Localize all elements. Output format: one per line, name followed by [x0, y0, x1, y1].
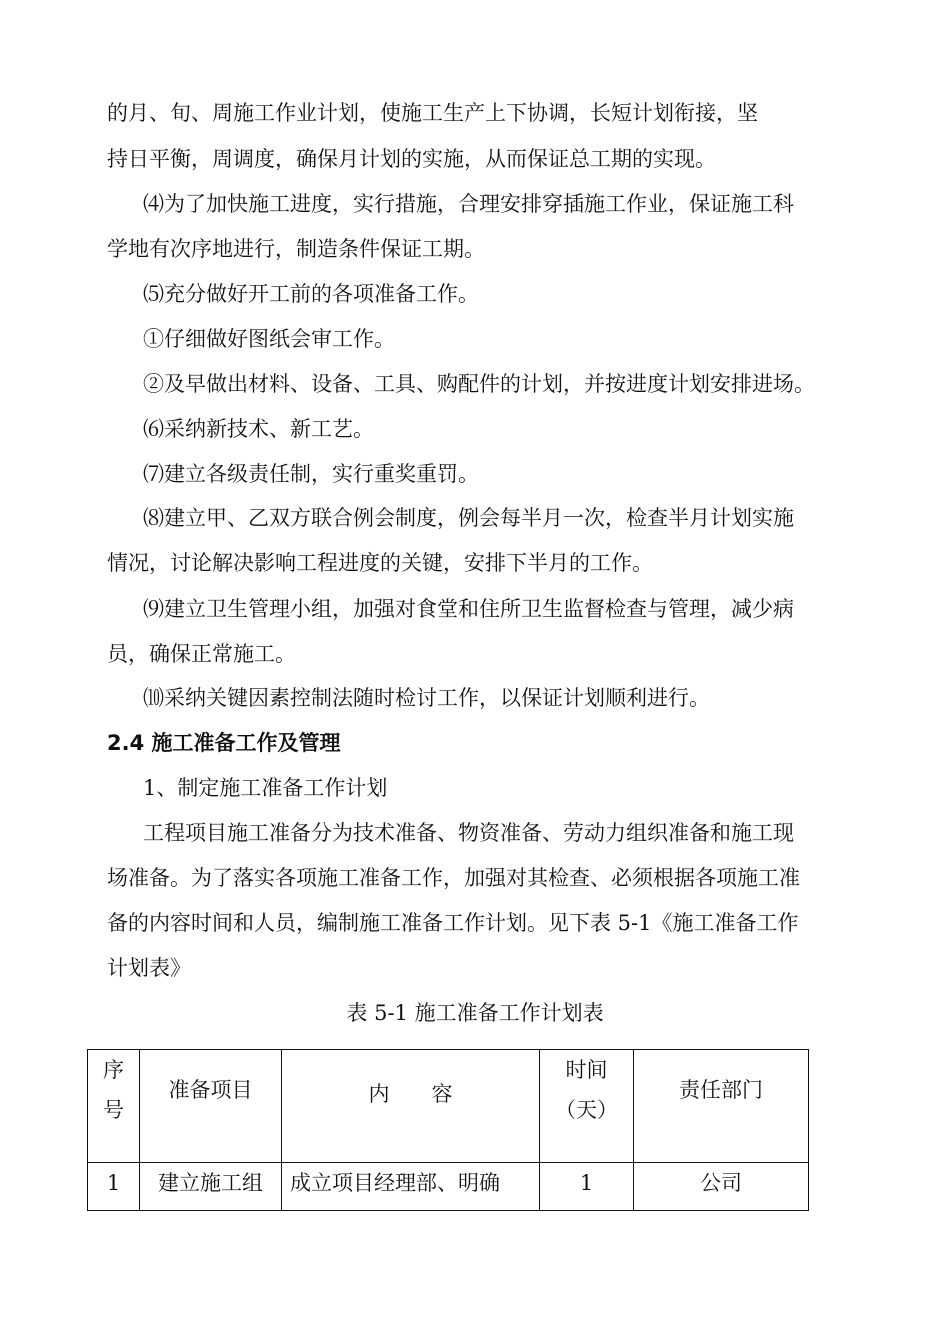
body-text-line: 场准备。为了落实各项施工准备工作，加强对其检查、必须根据各项施工准 [107, 866, 800, 890]
header-dept: 责任部门 [634, 1050, 809, 1163]
header-item: 准备项目 [140, 1050, 282, 1163]
header-content: 内 容 [282, 1050, 540, 1163]
body-text-line: ②及早做出材料、设备、工具、购配件的计划，并按进度计划安排进场。 [143, 372, 815, 396]
table-row [88, 1163, 809, 1211]
header-time [540, 1050, 634, 1163]
body-text-line: ⑼建立卫生管理小组，加强对食堂和住所卫生监督检查与管理，减少病 [143, 597, 794, 621]
body-text-line: ⑽采纳关键因素控制法随时检讨工作，以保证计划顺利进行。 [143, 686, 710, 710]
cell-no: 1 [88, 1163, 140, 1211]
cell-time: 1 [540, 1163, 634, 1211]
cell-content: 成立项目经理部、明确 [282, 1163, 540, 1211]
cell-dept: 公司 [634, 1163, 809, 1211]
table-caption: 表 5-1 施工准备工作计划表 [346, 1001, 604, 1025]
header-no-line1: 序 [103, 1058, 124, 1082]
header-no-line2: 号 [103, 1098, 124, 1122]
section-heading: 2.4 施工准备工作及管理 [107, 731, 341, 755]
body-text-line: ⑷为了加快施工进度，实行措施，合理安排穿插施工作业，保证施工科 [143, 192, 794, 216]
body-text-line: ①仔细做好图纸会审工作。 [143, 327, 395, 351]
body-text-line: 持日平衡，周调度，确保月计划的实施，从而保证总工期的实现。 [107, 147, 716, 171]
cell-item: 建立施工组 [140, 1163, 282, 1211]
preparation-plan-table [87, 1049, 809, 1211]
header-time-line2: （天） [555, 1098, 618, 1122]
table-header-row [88, 1050, 809, 1163]
body-text-line: ⑹采纳新技术、新工艺。 [143, 417, 374, 441]
body-text-line: 计划表》 [107, 956, 191, 980]
body-text-line: ⑸充分做好开工前的各项准备工作。 [143, 282, 479, 306]
body-text-line: 工程项目施工准备分为技术准备、物资准备、劳动力组织准备和施工现 [143, 821, 794, 845]
body-text-line: 情况，讨论解决影响工程进度的关键，安排下半月的工作。 [107, 551, 653, 575]
body-text-line: 员，确保正常施工。 [107, 642, 296, 666]
header-time-line1: 时间 [565, 1058, 608, 1082]
body-text-line: 的月、旬、周施工作业计划，使施工生产上下协调，长短计划衔接，坚 [107, 101, 758, 125]
body-text-line: 备的内容时间和人员，编制施工准备工作计划。见下表 5-1《施工准备工作 [107, 911, 799, 935]
body-text-line: 学地有次序地进行，制造条件保证工期。 [107, 237, 485, 261]
subheading: 1、制定施工准备工作计划 [143, 776, 388, 800]
body-text-line: ⑺建立各级责任制，实行重奖重罚。 [143, 462, 479, 486]
body-text-line: ⑻建立甲、乙双方联合例会制度，例会每半月一次，检查半月计划实施 [143, 506, 794, 530]
header-no [88, 1050, 140, 1163]
